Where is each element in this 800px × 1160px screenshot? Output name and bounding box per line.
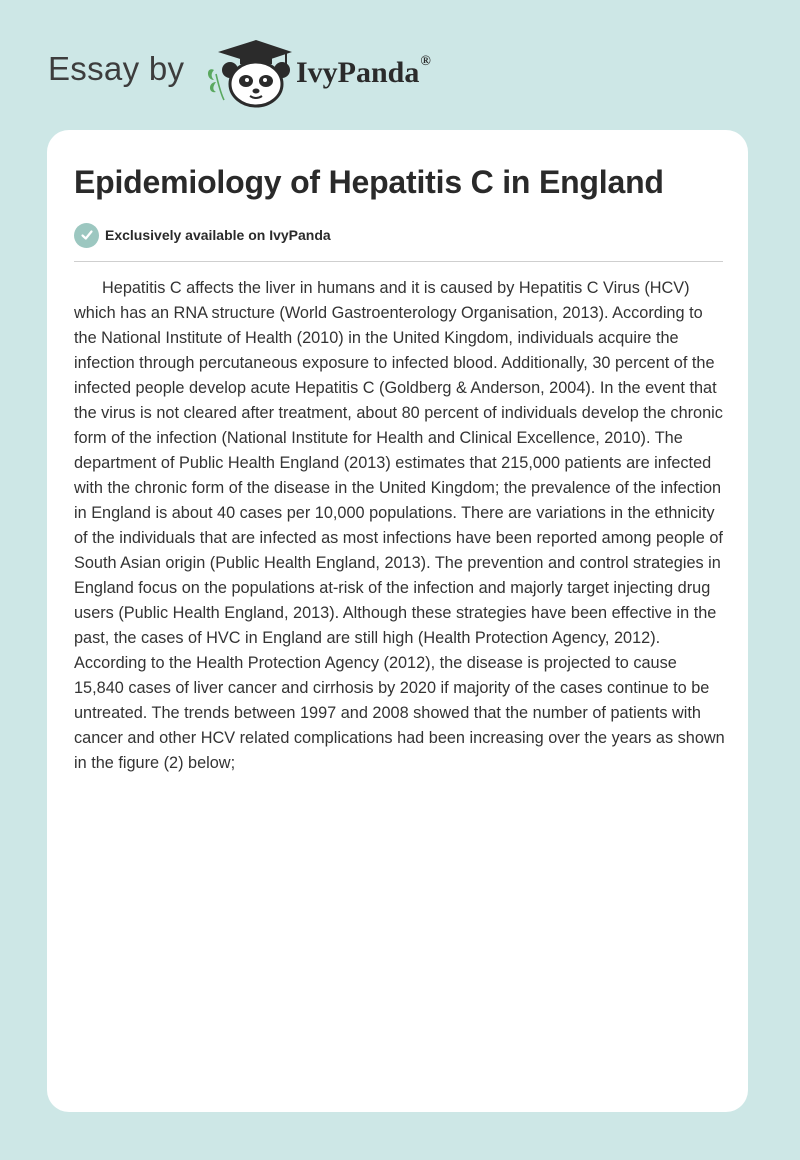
brand-name[interactable]: IvyPanda®	[296, 54, 431, 89]
panda-logo-icon	[204, 36, 294, 108]
exclusive-badge	[74, 222, 331, 248]
check-icon	[74, 223, 99, 248]
article-paragraph: Hepatitis C affects the liver in humans and it is caused by Hepatitis C Virus (HCV) which has an RNA structure (World Gastroenterology Organisation, 2013). According to the National Institute of Health (2010) in the United Kingdom, individuals acquire the infection through percutaneous exposure to infected blood. Additionally, 30 percent of the infected people develop acute Hepatitis C (Goldberg & Anderson, 2004). In the event that the virus is not cleared after treatment, about 80 percent of individuals develop the chronic form of the infection (National Institute for Health and Clinical Excellence, 2010). The department of Public Health England (2013) estimates that 215,000 patients are infected with the chronic form of the disease in the United Kingdom; the prevalence of the infection in England is about 40 cases per 10,000 populations. There are variations in the ethnicity of the individuals that are infected as most infections have been reported among people of South Asian origin (Public Health England, 2013). The prevention and control strategies in England focus on the populations at-risk of the infection and majorly target injecting drug users (Public Health England, 2013). Although these strategies have been effective in the past, the cases of HVC in England are still high (Health Protection Agency, 2012). According to the Health Protection Agency (2012), the disease is projected to cause 15,840 cases of liver cancer and cirrhosis by 2020 if majority of the cases continue to be untreated. The trends between 1997 and 2008 showed that the number of patients with cancer and other HCV related complications had been increasing over the years as shown in the figure (2) below;	[74, 279, 725, 772]
site-header	[48, 36, 508, 108]
article-card	[47, 130, 748, 1112]
registered-mark: ®	[420, 54, 431, 69]
essay-by-label: Essay by	[48, 50, 185, 87]
divider	[74, 261, 723, 262]
badge-text: Exclusively available on IvyPanda	[105, 227, 331, 243]
page-title: Epidemiology of Hepatitis C in England	[74, 164, 664, 200]
